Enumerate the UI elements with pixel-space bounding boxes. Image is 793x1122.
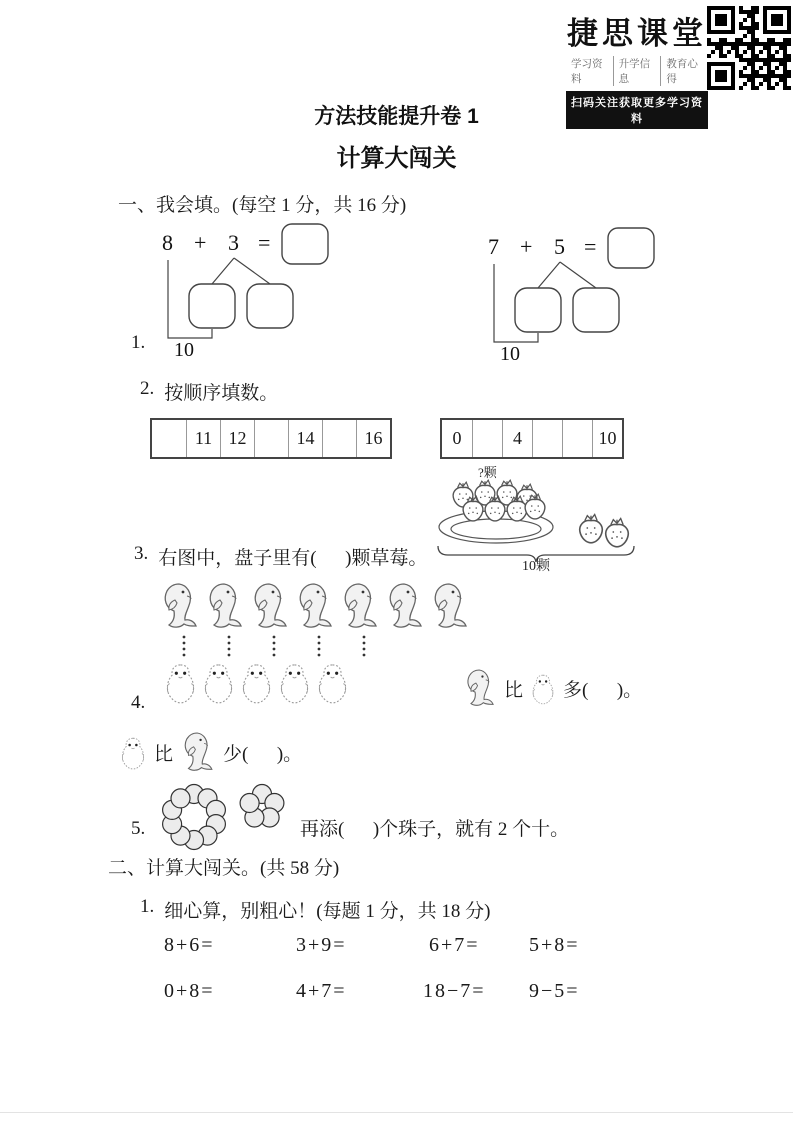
dolphin-icon [300, 584, 331, 627]
bracket-label: 10 [174, 339, 194, 361]
brand-logo: 捷思课堂 [567, 16, 707, 52]
q2-text: 按顺序填数。 [164, 383, 279, 404]
bead-ring [163, 785, 226, 850]
sequence-cell: 4 [502, 420, 532, 457]
sequence-cell [322, 420, 356, 457]
bead [240, 794, 259, 813]
dolphin-icon [345, 584, 376, 627]
dolphin-icon [165, 584, 196, 627]
q3-number: 3. [134, 543, 149, 564]
answer-box [608, 228, 654, 268]
plate-strawberries [453, 480, 545, 521]
penguin-icon [319, 665, 345, 703]
sequence-cell [532, 420, 562, 457]
dolphin-icon [435, 584, 466, 627]
q5-text: 再添( )个珠子，就有 2 个十。 [300, 819, 570, 840]
plus-sign: + [194, 230, 207, 255]
compare-word: 比 [154, 743, 174, 765]
calc-problem-8: 9−5= [529, 980, 580, 1002]
part-box-1 [189, 284, 235, 328]
penguin-icon [281, 665, 307, 703]
correspondence-dots [183, 636, 366, 657]
penguin-icon [205, 665, 231, 703]
q4-number: 4. [131, 692, 146, 713]
penguin-icon [243, 665, 269, 703]
compare-more-blank: 多( )。 [563, 679, 643, 701]
q5-number: 5. [131, 818, 146, 839]
bracket-label: 10 [500, 343, 520, 365]
addend-2: 5 [554, 234, 565, 259]
bead [171, 789, 190, 808]
tagline-item-1: 学习资料 [571, 58, 603, 85]
calc-problem-4: 5+8= [529, 934, 580, 956]
plus-sign: + [520, 234, 533, 259]
sequence-table-2 [440, 418, 624, 459]
qr-code [707, 6, 791, 90]
compare-line-2 [118, 724, 302, 780]
strawberry-icon [606, 518, 629, 546]
dolphin-icon [390, 584, 421, 627]
brand-tagline [566, 56, 708, 86]
penguin-row [167, 665, 345, 703]
number-bond-2 [478, 220, 693, 365]
sequence-cell [254, 420, 288, 457]
sub1-number: 1. [140, 896, 155, 917]
calc-problem-2: 3+9= [296, 934, 347, 956]
sequence-cell: 0 [452, 428, 462, 448]
total-count-label: 10颗 [522, 559, 550, 574]
dolphin-icon [255, 584, 286, 627]
part-box-2 [573, 288, 619, 332]
answer-box [282, 224, 328, 264]
calc-problem-1: 8+6= [164, 934, 215, 956]
plate-count-label: ?颗 [478, 465, 497, 480]
sequence-cell [562, 420, 592, 457]
section1-heading: 一、我会填。(每空 1 分，共 16 分) [118, 195, 407, 216]
dolphin-row [165, 584, 466, 627]
dolphin-icon [462, 667, 498, 709]
dolphin-penguin-figure [158, 581, 480, 707]
page-scan-line [0, 1112, 793, 1113]
equals-sign: = [258, 230, 271, 255]
calc-problem-7: 18−7= [423, 980, 486, 1002]
q3-line [134, 543, 427, 570]
strawberry-figure [432, 464, 644, 572]
section2-sub1-heading [140, 896, 490, 923]
beads-figure [158, 780, 294, 850]
q3-text: 右图中，盘子里有( )颗草莓。 [158, 548, 428, 569]
loose-strawberries [580, 514, 629, 546]
q1-number: 1. [131, 332, 146, 353]
paper-subtitle: 计算大闯关 [336, 145, 457, 172]
compare-word: 比 [504, 679, 524, 701]
paper-title: 方法技能提升卷 1 [314, 105, 479, 128]
sequence-cell [152, 420, 186, 457]
tagline-item-3: 教育心得 [660, 56, 708, 86]
addend-1: 7 [488, 234, 499, 259]
dolphin-icon [179, 730, 217, 774]
bond-bracket [494, 264, 538, 342]
sequence-table-1 [150, 418, 392, 459]
q2-line [140, 378, 278, 405]
number-bond-1 [152, 216, 367, 361]
penguin-icon [529, 672, 557, 705]
compare-line-1 [462, 660, 642, 716]
calc-problem-3: 6+7= [429, 934, 480, 956]
calc-problem-5: 0+8= [164, 980, 215, 1002]
dolphin-icon [210, 584, 241, 627]
penguin-icon [118, 735, 148, 770]
bond-bracket [168, 260, 212, 338]
bond-split-lines [212, 258, 270, 284]
sequence-cell: 14 [288, 420, 322, 457]
strawberry-icon [580, 514, 603, 542]
part-box-1 [515, 288, 561, 332]
addend-2: 3 [228, 230, 239, 255]
sub1-text: 细心算，别粗心！(每题 1 分，共 18 分) [164, 901, 491, 922]
sequence-cell: 10 [592, 420, 622, 457]
equals-sign: = [584, 234, 597, 259]
addend-1: 8 [162, 230, 173, 255]
plate-inner [451, 519, 541, 539]
sequence-cell [472, 420, 502, 457]
bond-split-lines [538, 262, 596, 288]
tagline-item-2: 升学信息 [613, 56, 661, 86]
calc-problem-6: 4+7= [296, 980, 347, 1002]
section2-heading: 二、计算大闯关。(共 58 分) [108, 858, 340, 879]
bead-cluster [240, 785, 284, 828]
penguin-icon [167, 665, 193, 703]
q2-number: 2. [140, 378, 155, 399]
sequence-cell: 12 [220, 420, 254, 457]
compare-less-blank: 少( )。 [223, 743, 303, 765]
sequence-cell: 16 [356, 420, 390, 457]
sequence-cell: 11 [186, 420, 220, 457]
qr-banner-text: 扫码关注获取更多学习资料 [566, 91, 708, 129]
part-box-2 [247, 284, 293, 328]
